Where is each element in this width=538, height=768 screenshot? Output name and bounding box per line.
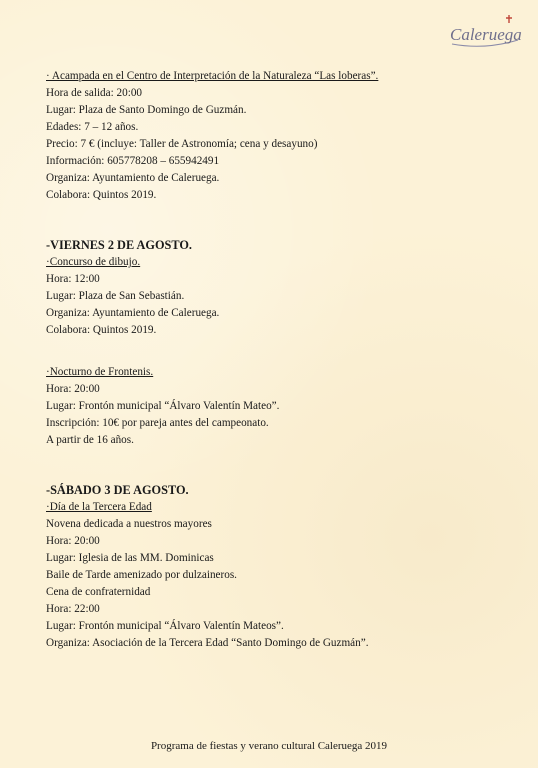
event-detail: Hora: 12:00	[46, 273, 100, 285]
section-friday	[46, 237, 486, 449]
event-title: ·Día de la Tercera Edad	[46, 501, 152, 513]
event-detail: Lugar: Plaza de San Sebastián.	[46, 290, 185, 302]
event-detail: Lugar: Plaza de Santo Domingo de Guzmán.	[46, 104, 247, 116]
caleruega-logo-icon	[448, 10, 522, 50]
event-detail: Organiza: Ayuntamiento de Caleruega.	[46, 172, 220, 184]
event-title: ·Nocturno de Frontenis.	[46, 366, 154, 378]
logo-text: Caleruega	[450, 25, 522, 44]
page-footer: Programa de fiestas y verano cultural Caleruega 2019	[150, 740, 388, 752]
section-saturday	[46, 482, 486, 652]
section-intro	[46, 68, 486, 204]
event-detail: Novena dedicada a nuestros mayores	[46, 518, 212, 530]
event-detail: Lugar: Frontón municipal “Álvaro Valentín Mateos”.	[46, 620, 284, 632]
day-heading: -VIERNES 2 DE AGOSTO.	[46, 238, 193, 252]
event-detail: Hora: 22:00	[46, 603, 100, 615]
event-detail: Información: 605778208 – 655942491	[46, 155, 220, 167]
event-detail: A partir de 16 años.	[46, 434, 134, 446]
event-detail: Cena de confraternidad	[46, 586, 151, 598]
event-detail: Organiza: Asociación de la Tercera Edad “Santo Domingo de Guzmán”.	[46, 637, 369, 649]
event-detail: Lugar: Iglesia de las MM. Dominicas	[46, 552, 214, 564]
event-title: ·Concurso de dibujo.	[46, 256, 141, 268]
event-detail: Lugar: Frontón municipal “Álvaro Valentín Mateo”.	[46, 400, 280, 412]
event-detail: Precio: 7 € (incluye: Taller de Astronomía; cena y desayuno)	[46, 138, 318, 150]
event-detail: Baile de Tarde amenizado por dulzaineros.	[46, 569, 237, 581]
event-detail: Edades: 7 – 12 años.	[46, 121, 139, 133]
event-detail: Hora: 20:00	[46, 383, 100, 395]
program-content	[46, 68, 486, 652]
event-title: · Acampada en el Centro de Interpretación de la Naturaleza “Las loberas”.	[46, 70, 379, 82]
caleruega-logo	[448, 10, 522, 50]
event-detail: Organiza: Ayuntamiento de Caleruega.	[46, 307, 220, 319]
day-heading: -SÁBADO 3 DE AGOSTO.	[46, 483, 189, 497]
event-detail: Colabora: Quintos 2019.	[46, 189, 157, 201]
event-detail: Colabora: Quintos 2019.	[46, 324, 157, 336]
event-detail: Hora de salida: 20:00	[46, 87, 143, 99]
event-detail: Hora: 20:00	[46, 535, 100, 547]
event-detail: Inscripción: 10€ por pareja antes del campeonato.	[46, 417, 269, 429]
